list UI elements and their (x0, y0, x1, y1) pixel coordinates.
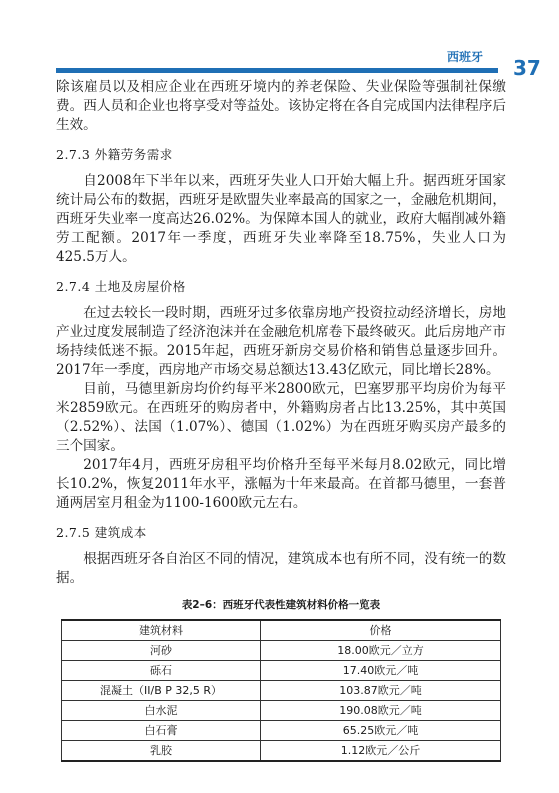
material-cell: 混凝土（II/B P 32,5 R） (62, 681, 261, 701)
section-heading-2-7-4: 2.7.4 土地及房屋价格 (56, 279, 186, 294)
table-caption: 表2–6：西班牙代表性建筑材料价格一览表 (181, 599, 381, 611)
page-number: 37 (513, 56, 541, 80)
materials-price-table (61, 619, 501, 762)
paragraph: 自2008年下半年以来，西班牙失业人口开始大幅上升。据西班牙国家统计局公布的数据，西班牙是欧盟失业率最高的国家之一，金融危机期间，西班牙失业率一度高达26.02%。为保障本国人的就业，政府大幅削减外籍劳工配额。2017年一季度，西班牙失业率降至18.75%，失业人口为425.5万人。 (56, 173, 506, 265)
table-row (62, 741, 501, 762)
material-cell: 白石膏 (62, 721, 261, 741)
section-heading-2-7-3: 2.7.3 外籍劳务需求 (56, 147, 173, 162)
price-cell: 190.08欧元／吨 (261, 701, 501, 721)
material-cell: 河砂 (62, 641, 261, 661)
page-body (56, 78, 506, 762)
column-header-material: 建筑材料 (62, 620, 261, 641)
paragraph: 2017年4月，西班牙房租平均价格升至每平米每月8.02欧元，同比增长10.2%，恢复2011年水平，涨幅为十年来最高。在首都马德里，一套普通两居室月租金为1100-1600欧元左右。 (56, 457, 506, 511)
table-row (62, 641, 501, 661)
paragraph: 除该雇员以及相应企业在西班牙境内的养老保险、失业保险等强制社保缴费。西人员和企业也将享受对等益处。该协定将在各自完成国内法律程序后生效。 (56, 79, 506, 133)
header-rule (56, 68, 498, 73)
price-cell: 103.87欧元／吨 (261, 681, 501, 701)
material-cell: 白水泥 (62, 701, 261, 721)
price-cell: 65.25欧元／吨 (261, 721, 501, 741)
paragraph: 在过去较长一段时期，西班牙过多依靠房地产投资拉动经济增长，房地产业过度发展制造了经济泡沫并在金融危机席卷下最终破灭。此后房地产市场持续低迷不振。2015年起，西班牙新房交易价格和销售总量逐步回升。2017年一季度，西房地产市场交易总额达13.43亿欧元，同比增长28%。 (56, 305, 506, 378)
table-header-row (62, 620, 501, 641)
table-row (62, 661, 501, 681)
material-cell: 砾石 (62, 661, 261, 681)
paragraph: 目前，马德里新房均价约每平米2800欧元，巴塞罗那平均房价为每平米2859欧元。在西班牙的购房者中，外籍购房者占比13.25%，其中英国（2.52%）、法国（1.07%）、德国（1.02%）为在西班牙购买房产最多的三个国家。 (56, 381, 506, 454)
price-cell: 1.12欧元／公斤 (261, 741, 501, 762)
table-row (62, 681, 501, 701)
table-row (62, 721, 501, 741)
column-header-price: 价格 (261, 620, 501, 641)
material-cell: 乳胶 (62, 741, 261, 762)
table-row (62, 701, 501, 721)
price-cell: 17.40欧元／吨 (261, 661, 501, 681)
paragraph: 根据西班牙各自治区不同的情况，建筑成本也有所不同，没有统一的数据。 (56, 551, 506, 586)
header-country-label: 西班牙 (447, 50, 484, 64)
section-heading-2-7-5: 2.7.5 建筑成本 (56, 525, 147, 540)
price-cell: 18.00欧元／立方 (261, 641, 501, 661)
